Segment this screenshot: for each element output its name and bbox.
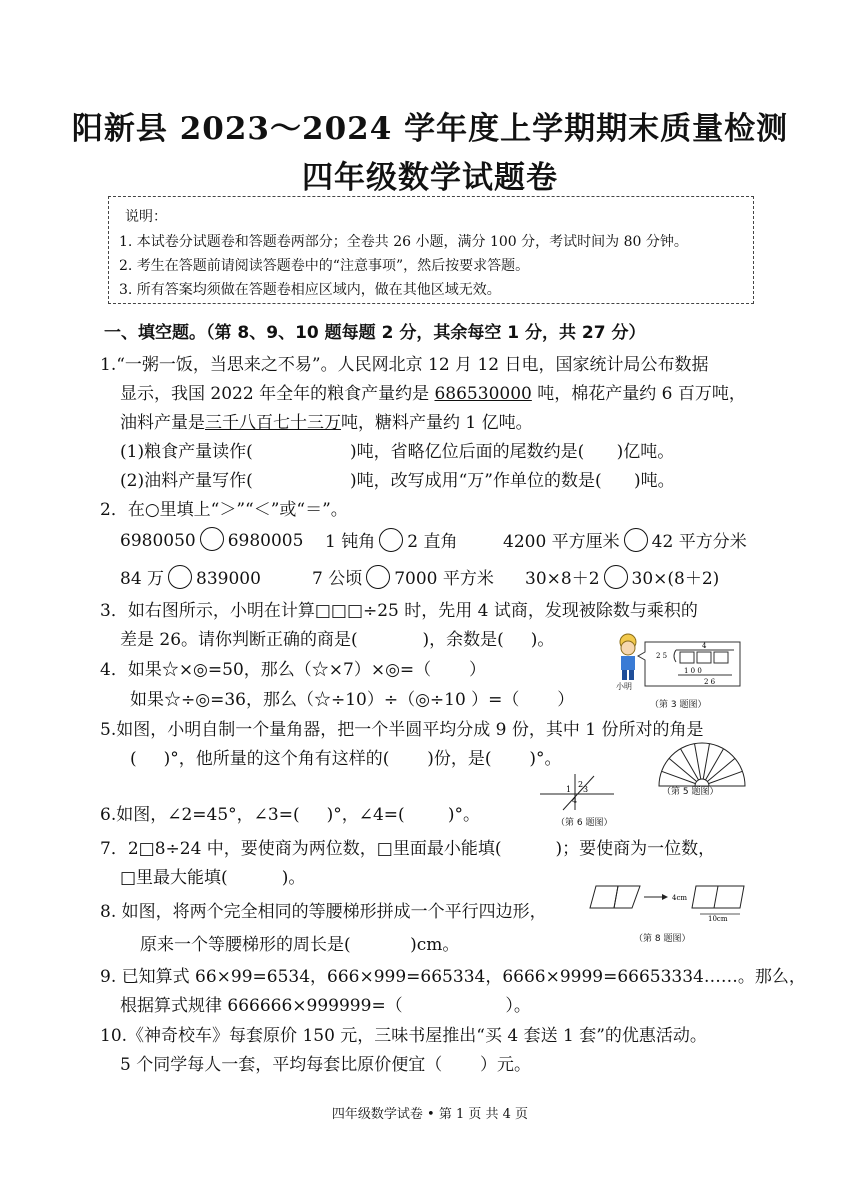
instruction-item: 2. 考生在答题前请阅读答题卷中的“注意事项”，然后按要求答题。 — [119, 258, 530, 274]
exam-subtitle: 四年级数学试题卷 — [302, 160, 558, 196]
svg-text:10cm: 10cm — [708, 915, 728, 923]
q9-line1: 9. 已知算式 66×99=6534，666×999=665334，6666×9999=66653334……。那么， — [100, 967, 806, 987]
svg-text:1: 1 — [566, 785, 572, 794]
q3-line1: 3．如右图所示，小明在计算□□□÷25 时，先用 4 试商，发现被除数与乘积的 — [100, 601, 698, 621]
q3-caption: （第 3 题图） — [650, 700, 707, 710]
q7-line2: □里最大能填( )。 — [120, 868, 306, 888]
q1-line3: 油料产量是三千八百七十三万吨，糖料产量约 1 亿吨。 — [120, 413, 533, 433]
q10-line2: 5 个同学每人一套，平均每套比原价便宜（ ）元。 — [120, 1055, 532, 1075]
compare-circle[interactable] — [366, 565, 390, 589]
q5-caption: （第 5 题图） — [662, 787, 719, 797]
svg-text:2: 2 — [578, 780, 584, 789]
svg-text:2 6: 2 6 — [704, 678, 716, 686]
compare-circle[interactable] — [604, 565, 628, 589]
instructions-box — [108, 196, 754, 304]
page-footer: 四年级数学试卷 • 第 1 页 共 4 页 — [331, 1107, 529, 1122]
q3-figure — [612, 630, 752, 692]
q5-line2: ( )°，他所量的这个角有这样的( )份，是( )°。 — [130, 749, 562, 769]
q1-line1: 1.“一粥一饭，当思来之不易”。人民网北京 12 月 12 日电，国家统计局公布数据 — [100, 355, 709, 375]
q8-line2: 原来一个等腰梯形的周长是( )cm。 — [140, 935, 460, 955]
q2-compare: 4200 平方厘米 42 平方分米 — [503, 527, 747, 552]
q2-compare: 7 公顷 7000 平方米 — [312, 564, 494, 589]
q7-line1: 7．2□8÷24 中，要使商为两位数，□里面最小能填( )；要使商为一位数， — [100, 839, 716, 859]
svg-text:4: 4 — [702, 642, 707, 650]
protractor-figure — [657, 742, 747, 788]
q2-compare: 1 钝角 2 直角 — [325, 527, 457, 552]
q3-line2: 差是 26。请你判断正确的商是( )，余数是( )。 — [120, 630, 555, 650]
section-heading: 一、填空题。（第 8、9、10 题每题 2 分，其余每空 1 分，共 27 分） — [104, 323, 646, 343]
q8-caption: （第 8 题图） — [634, 934, 691, 944]
q1-part2: (2)油料产量写作( )吨，改写成用“万”作单位的数是( )吨。 — [120, 471, 675, 491]
q4-line2: 如果☆÷◎=36，那么（☆÷10）÷（◎÷10 ）=（ ） — [130, 690, 575, 710]
q1-line2: 显示，我国 2022 年全年的粮食产量约是 686530000 吨，棉花产量约 6 百万吨， — [120, 384, 746, 404]
compare-circle[interactable] — [200, 527, 224, 551]
q4-line1: 4．如果☆×◎=50，那么（☆×7）×◎=（ ） — [100, 660, 486, 680]
trapezoid-figure — [588, 880, 748, 924]
svg-text:3: 3 — [583, 785, 589, 794]
q1-part1: (1)粮食产量读作( )吨，省略亿位后面的尾数约是( )亿吨。 — [120, 442, 675, 462]
compare-circle[interactable] — [168, 565, 192, 589]
q5-line1: 5.如图，小明自制一个量角器，把一个半圆平均分成 9 份，其中 1 份所对的角是 — [100, 720, 704, 740]
q10-line1: 10.《神奇校车》每套原价 150 元，三味书屋推出“买 4 套送 1 套”的优惠活动。 — [100, 1026, 707, 1046]
q6-line1: 6.如图，∠2=45°，∠3=( )°，∠4=( )°。 — [100, 805, 481, 825]
q9-line2: 根据算式规律 666666×999999=（ ）。 — [120, 996, 531, 1016]
q8-line1: 8. 如图，将两个完全相同的等腰梯形拼成一个平行四边形， — [100, 902, 547, 922]
svg-text:1 0 0: 1 0 0 — [684, 667, 702, 675]
q2-compare: 30×8＋2 30×(8＋2) — [525, 564, 719, 589]
q3-figure-label: 小明 — [616, 682, 632, 691]
svg-text:4: 4 — [572, 796, 578, 805]
instructions-heading: 说明： — [125, 209, 167, 225]
q2-stem: 2．在○里填上“＞”“＜”或“＝”。 — [100, 500, 348, 520]
q2-compare: 84 万 839000 — [120, 564, 261, 589]
svg-text:2 5: 2 5 — [656, 652, 668, 660]
angle-figure — [538, 772, 618, 812]
exam-title: 阳新县 2023～2024 学年度上学期期末质量检测 — [71, 111, 789, 147]
svg-text:4cm: 4cm — [672, 894, 688, 902]
q6-caption: （第 6 题图） — [556, 818, 613, 828]
instruction-item: 1. 本试卷分试题卷和答题卷两部分；全卷共 26 小题，满分 100 分，考试时间为 80 分钟。 — [119, 234, 688, 250]
q2-compare: 6980050 6980005 — [120, 527, 303, 551]
compare-circle[interactable] — [379, 528, 403, 552]
instruction-item: 3. 所有答案均须做在答题卷相应区域内，做在其他区域无效。 — [119, 282, 501, 298]
compare-circle[interactable] — [624, 528, 648, 552]
